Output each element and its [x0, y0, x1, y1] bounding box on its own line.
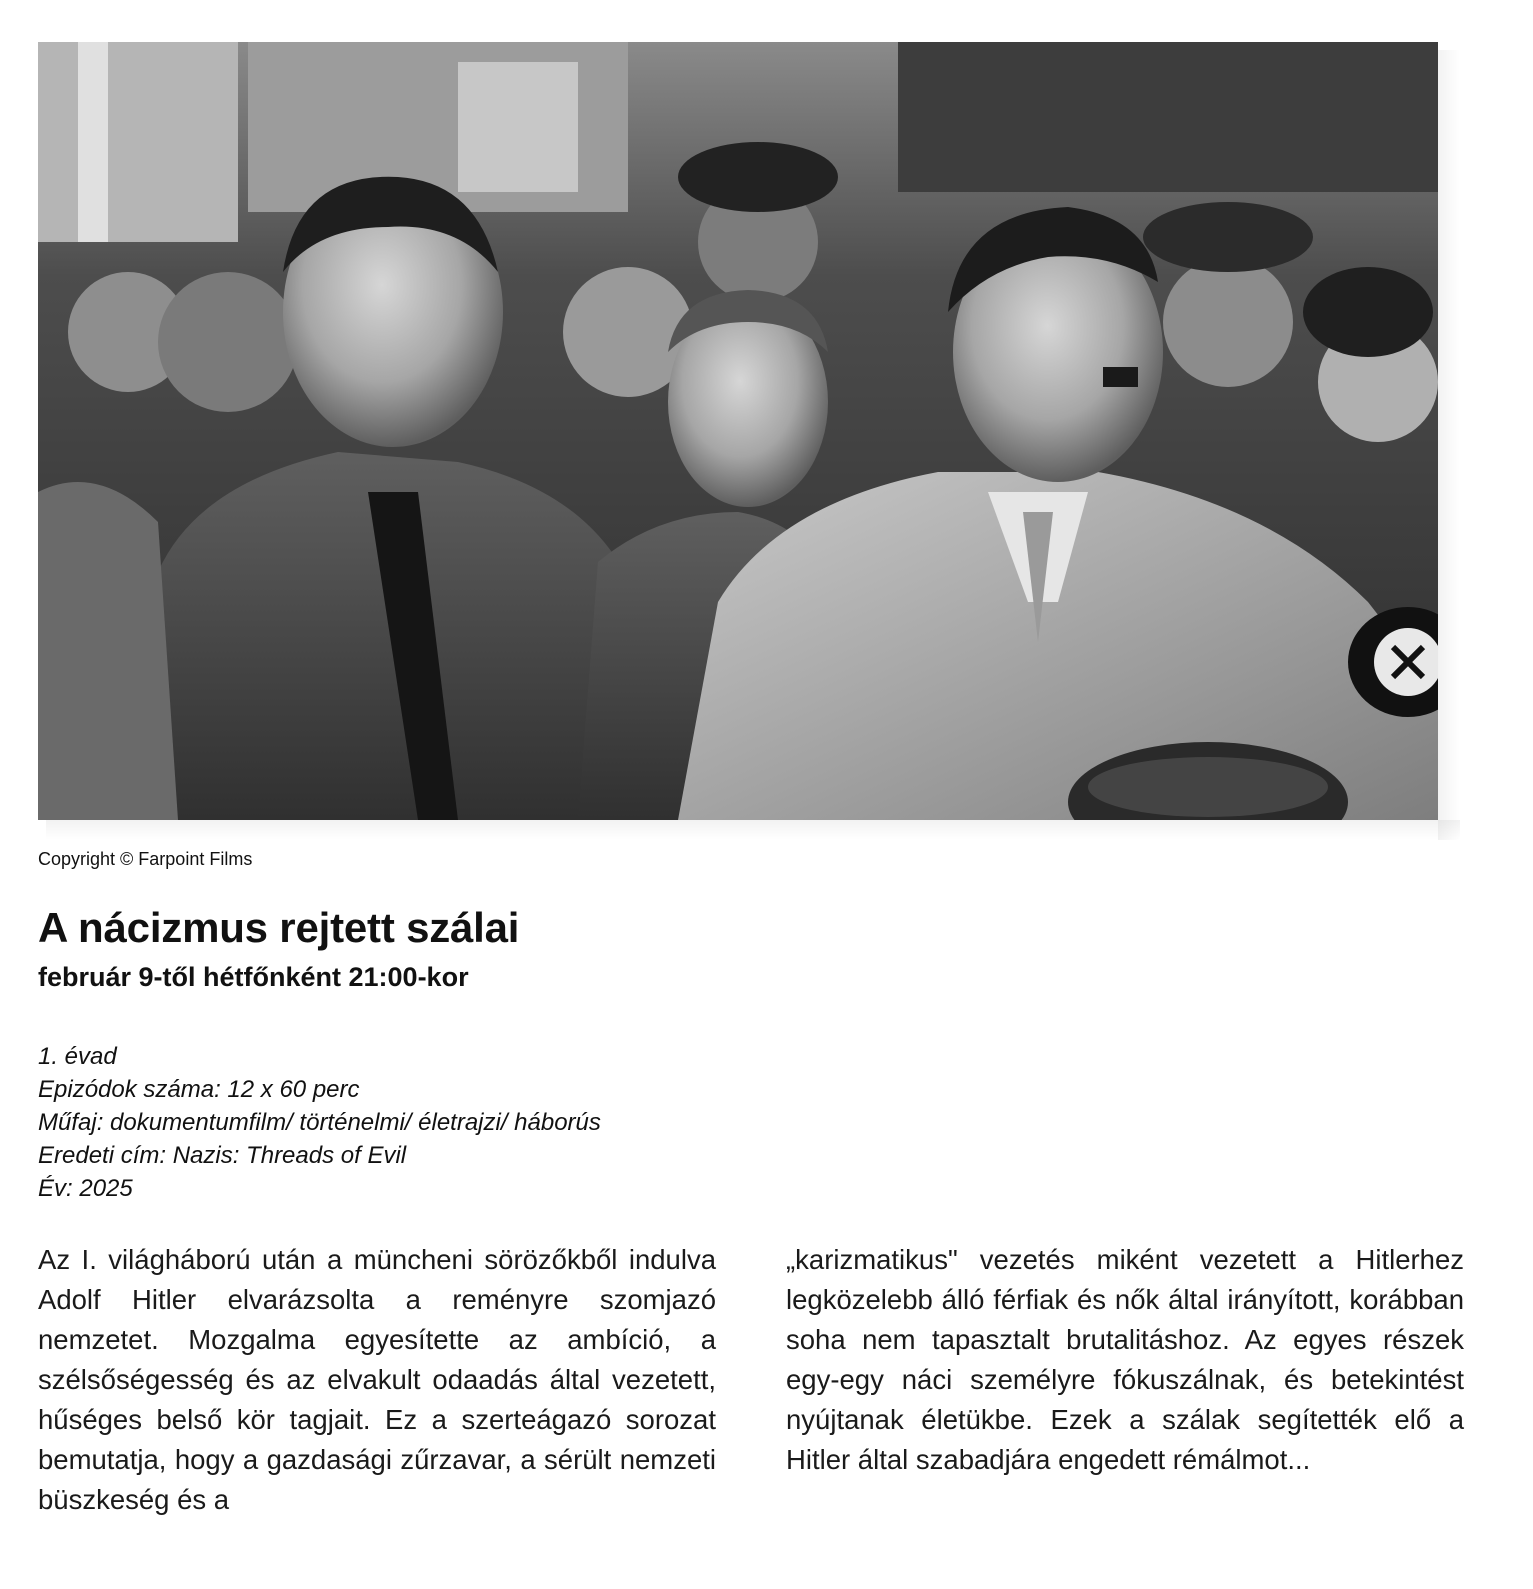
show-metadata	[38, 1040, 601, 1205]
hero-photo	[38, 42, 1438, 820]
photo-copyright: Copyright © Farpoint Films	[38, 849, 253, 869]
broadcast-schedule: február 9-től hétfőnként 21:00-kor	[38, 962, 469, 992]
meta-season: 1. évad	[38, 1043, 117, 1070]
page-title: A nácizmus rejtett szálai	[38, 904, 520, 951]
meta-episodes: Epizódok száma: 12 x 60 perc	[38, 1076, 360, 1103]
meta-year: Év: 2025	[38, 1175, 133, 1202]
photo-shadow-bottom	[46, 820, 1460, 840]
body-text-right-column: „karizmatikus" vezetés miként vezetett a Hitlerhez legközelebb álló férfiak és nők által irányított, korábban soha nem tapasztalt brutalitáshoz. Az egyes részek egy-egy náci személyre fókuszálnak, és betekintést nyújtanak életükbe. Ezek a szálak segítették elő a Hitler által szabadjára engedett rémálmot...	[786, 1244, 1464, 1475]
meta-original-title: Eredeti cím: Nazis: Threads of Evil	[38, 1142, 407, 1169]
body-text-left-column: Az I. világháború után a müncheni sörözőkből indulva Adolf Hitler elvarázsolta a reményre szomjazó nemzetet. Mozgalma egyesítette az ambíció, a szélsőségesség és az elvakult odaadás által vezetett, hűséges belső kör tagjait. Ez a szerteágazó sorozat bemutatja, hogy a gazdasági zűrzavar, a sérült nemzeti büszkeség és a	[38, 1244, 716, 1515]
photo-shadow-right	[1438, 50, 1460, 840]
photo-illustration	[38, 42, 1438, 820]
meta-genre: Műfaj: dokumentumfilm/ történelmi/ életrajzi/ háborús	[38, 1109, 601, 1136]
